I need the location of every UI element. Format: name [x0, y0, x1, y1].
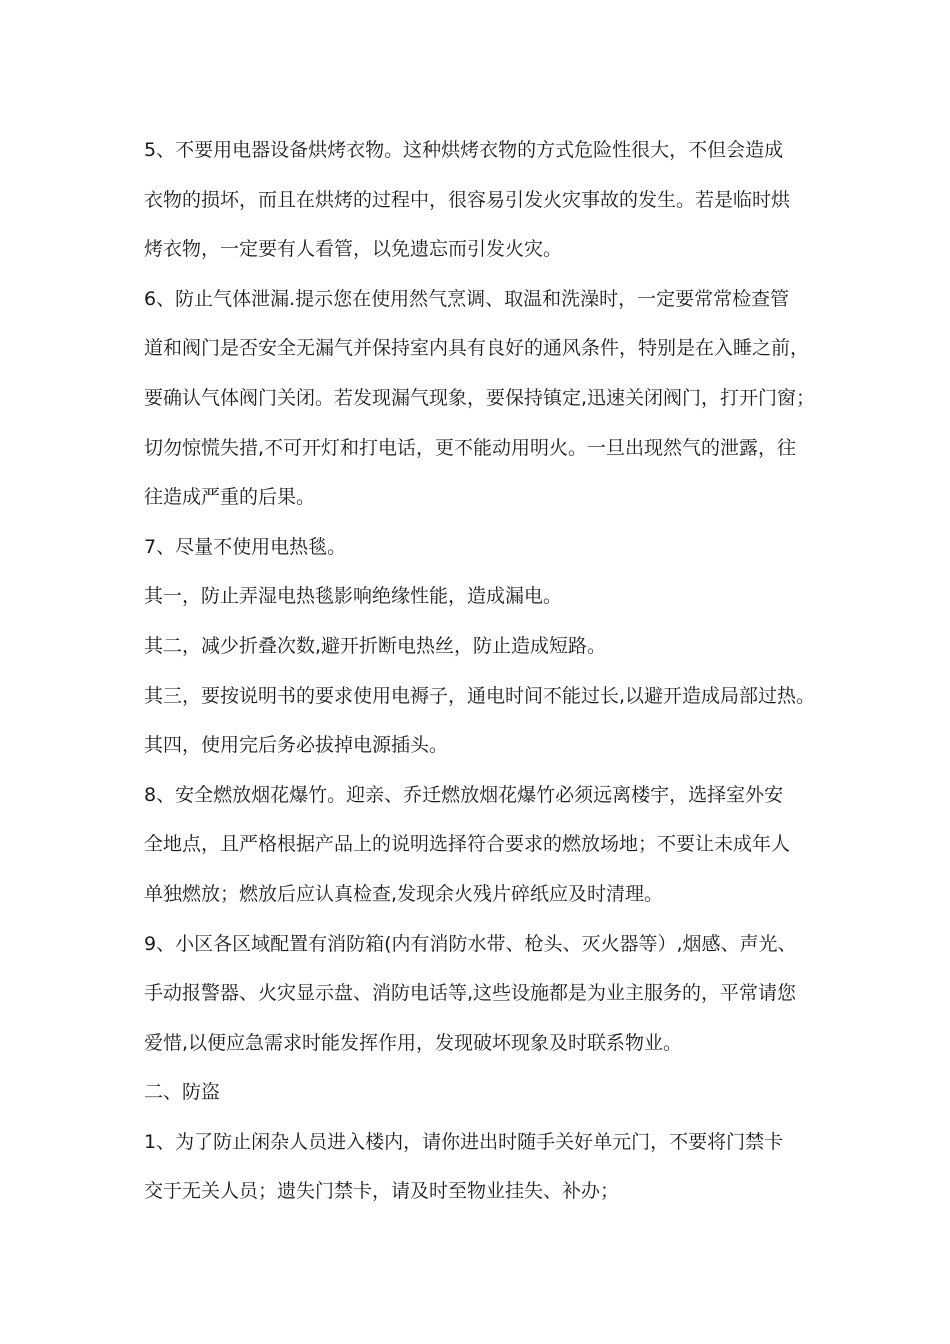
text-line: 其一，防止弄湿电热毯影响绝缘性能，造成漏电。 [144, 585, 563, 608]
text-line: 6、防止气体泄漏.提示您在使用然气烹调、取温和洗澡时，一定要常常检查管 [144, 287, 790, 310]
text-line: 交于无关人员；遗失门禁卡，请及时至物业挂失、补办； [144, 1180, 620, 1203]
text-line: 其二，减少折叠次数,避开折断电热丝，防止造成短路。 [144, 634, 607, 657]
text-line: 要确认气体阀门关闭。若发现漏气现象，要保持镇定,迅速关闭阀门，打开门窗； [144, 386, 816, 409]
text-line: 衣物的损坏，而且在烘烤的过程中，很容易引发火灾事故的发生。若是临时烘 [144, 188, 791, 211]
text-line: 5、不要用电器设备烘烤衣物。这种烘烤衣物的方式危险性很大，不但会造成 [144, 139, 784, 161]
text-line: 1、为了防止闲杂人员进入楼内，请你进出时随手关好单元门，不要将门禁卡 [144, 1130, 784, 1153]
text-line: 爱惜,以便应急需求时能发挥作用，发现破坏现象及时联系物业。 [144, 1031, 683, 1054]
text-line: 单独燃放；燃放后应认真检查,发现余火残片碎纸应及时清理。 [144, 882, 664, 905]
text-line: 7、尽量不使用电热毯。 [144, 535, 347, 558]
text-line: 9、小区各区域配置有消防箱(内有消防水带、枪头、灭火器等）,烟感、声光、 [144, 932, 797, 955]
text-line: 其三，要按说明书的要求使用电褥子，通电时间不能过长,以避开造成局部过热。 [144, 684, 816, 707]
text-line: 烤衣物，一定要有人看管，以免遗忘而引发火灾。 [144, 238, 563, 261]
text-line: 切勿惊慌失措,不可开灯和打电话，更不能动用明火。一旦出现然气的泄露，往 [144, 436, 797, 459]
text-line: 往造成严重的后果。 [144, 486, 316, 509]
text-line: 道和阀门是否安全无漏气并保持室内具有良好的通风条件，特别是在入睡之前， [144, 337, 810, 360]
document-body [144, 132, 824, 1223]
text-line: 全地点，且严格根据产品上的说明选择符合要求的燃放场地；不要让未成年人 [144, 833, 791, 856]
text-line: 手动报警器、火灾显示盘、消防电话等,这些设施都是为业主服务的，平常请您 [144, 982, 797, 1005]
section-heading: 二、防盗 [144, 1081, 221, 1104]
text-line: 其四，使用完后务必拔掉电源插头。 [144, 734, 449, 757]
text-line: 8、安全燃放烟花爆竹。迎亲、乔迁燃放烟花爆竹必须远离楼宇，选择室外安 [144, 783, 784, 806]
